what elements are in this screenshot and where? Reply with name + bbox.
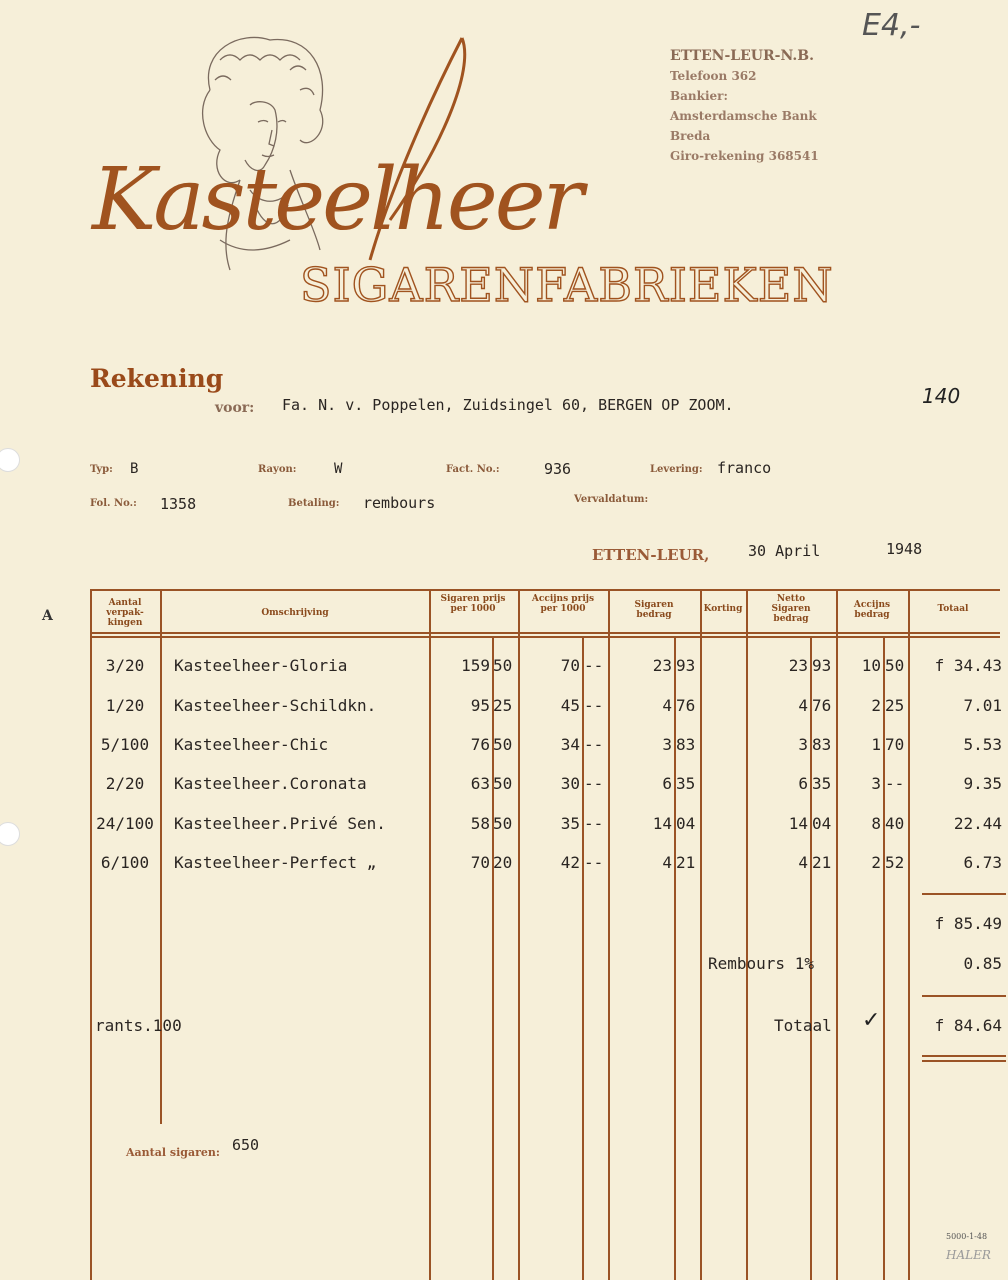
cell-netto-dec: 04 [812,814,832,833]
cell-accijns-prijs-int: 70 [560,656,580,675]
grand-total: f 84.64 [934,1016,1002,1035]
levering-value: franco [717,459,772,477]
header-aantal: Aantal verpak- kingen [106,598,144,628]
cell-totaal: 5.53 [963,735,1002,754]
cell-sigaren-prijs-int: 70 [470,853,490,872]
cell-accijns-prijs-int: 42 [560,853,580,872]
cell-accijns-bedrag-dec: 50 [885,656,905,675]
cell-totaal: f 34.43 [934,656,1002,675]
cell-sigaren-bedrag-dec: 76 [676,696,696,715]
cell-accijns-prijs-dec: -- [584,814,604,833]
address-city: ETTEN-LEUR-N.B. [670,48,814,64]
cell-sigaren-prijs-dec: 50 [493,656,513,675]
cell-accijns-bedrag-dec: -- [885,774,905,793]
header-accijns-bedrag: Accijns bedrag [853,600,891,620]
typ-label: Typ: [90,464,113,475]
cell-sigaren-prijs-dec: 20 [493,853,513,872]
header-korting: Korting [703,604,743,614]
cell-sigaren-prijs-dec: 25 [493,696,513,715]
cell-sigaren-prijs-int: 76 [470,735,490,754]
cell-accijns-prijs-int: 34 [560,735,580,754]
cell-netto-int: 3 [798,735,808,754]
subtotal: f 85.49 [934,914,1002,933]
totaal-label: Totaal [774,1016,832,1035]
cell-omschrijving: Kasteelheer-Gloria [174,656,348,675]
header-sigaren-prijs: Sigaren prijs per 1000 [440,594,506,614]
cell-accijns-bedrag-int: 2 [871,853,881,872]
aantal-sigaren-value: 650 [232,1136,260,1154]
cell-sigaren-prijs-int: 95 [470,696,490,715]
cell-accijns-bedrag-int: 10 [861,656,881,675]
header-netto: Netto Sigaren bedrag [771,594,811,624]
cell-accijns-prijs-dec: -- [584,735,604,754]
cell-accijns-bedrag-dec: 52 [885,853,905,872]
cell-accijns-prijs-dec: -- [584,774,604,793]
cell-sigaren-prijs-int: 159 [461,656,490,675]
rants-note: rants.100 [95,1016,182,1035]
cell-totaal: 22.44 [953,814,1002,833]
address-giro: Giro-rekening 368541 [670,149,819,163]
cell-sigaren-prijs-dec: 50 [493,814,513,833]
aantal-sigaren-label: Aantal sigaren: [126,1146,220,1159]
cell-sigaren-bedrag-dec: 35 [676,774,696,793]
cell-netto-dec: 93 [812,656,832,675]
place-label: ETTEN-LEUR, [592,546,710,564]
cell-sigaren-prijs-int: 63 [470,774,490,793]
hand-number: 140 [922,384,961,408]
fact-value: 936 [544,460,572,478]
cell-netto-dec: 35 [812,774,832,793]
cell-sigaren-bedrag-int: 6 [662,774,672,793]
punch-hole-bottom [0,822,20,846]
cell-aantal: 3/20 [105,656,145,675]
vervaldatum-label: Vervaldatum: [574,494,649,505]
cell-sigaren-bedrag-dec: 93 [676,656,696,675]
fol-value: 1358 [160,495,197,513]
cell-sigaren-bedrag-dec: 83 [676,735,696,754]
rayon-value: W [334,461,343,477]
cell-sigaren-prijs-dec: 50 [493,774,513,793]
header-sigaren-bedrag: Sigaren bedrag [634,600,674,620]
check-mark: ✓ [862,1008,881,1033]
corner-note: E4,- [862,8,921,43]
fact-label: Fact. No.: [446,464,500,475]
cell-accijns-prijs-dec: -- [584,696,604,715]
cell-accijns-prijs-int: 30 [560,774,580,793]
cell-netto-dec: 83 [812,735,832,754]
cell-aantal: 5/100 [100,735,150,754]
levering-label: Levering: [650,464,703,475]
cell-accijns-bedrag-dec: 25 [885,696,905,715]
cell-sigaren-prijs-int: 58 [470,814,490,833]
invoice-title: Rekening [90,364,224,393]
betaling-value: rembours [363,494,436,512]
cell-accijns-prijs-dec: -- [584,656,604,675]
cell-netto-int: 4 [798,853,808,872]
cell-sigaren-bedrag-int: 14 [652,814,672,833]
address-phone: Telefoon 362 [670,69,757,83]
cell-aantal: 6/100 [100,853,150,872]
cell-accijns-prijs-dec: -- [584,853,604,872]
cell-totaal: 7.01 [963,696,1002,715]
cell-accijns-bedrag-int: 2 [871,696,881,715]
cell-totaal: 9.35 [963,774,1002,793]
cell-omschrijving: Kasteelheer-Chic [174,735,329,754]
punch-hole-top [0,448,20,472]
address-bank-city: Breda [670,129,711,143]
cell-accijns-prijs-int: 45 [560,696,580,715]
cell-omschrijving: Kasteelheer-Perfect „ [174,853,377,872]
print-code: 5000-1-48 [946,1232,988,1241]
cell-netto-int: 23 [788,656,808,675]
cell-netto-int: 6 [798,774,808,793]
cell-sigaren-bedrag-int: 4 [662,696,672,715]
cell-aantal: 24/100 [96,814,154,833]
header-accijns-prijs: Accijns prijs per 1000 [531,594,595,614]
cell-sigaren-bedrag-dec: 04 [676,814,696,833]
cell-totaal: 6.73 [963,853,1002,872]
cell-aantal: 2/20 [105,774,145,793]
cell-accijns-prijs-int: 35 [560,814,580,833]
year-value: 1948 [886,540,923,558]
cell-netto-int: 14 [788,814,808,833]
cell-sigaren-bedrag-int: 3 [662,735,672,754]
header-omschrijving: Omschrijving [261,608,329,618]
cell-sigaren-bedrag-int: 23 [652,656,672,675]
fol-label: Fol. No.: [90,498,137,509]
cell-sigaren-bedrag-int: 4 [662,853,672,872]
company-address [670,46,819,166]
recipient: Fa. N. v. Poppelen, Zuidsingel 60, BERGEN OP ZOOM. [282,396,734,414]
cell-netto-int: 4 [798,696,808,715]
margin-mark: A [42,608,53,624]
cell-aantal: 1/20 [105,696,145,715]
cell-accijns-bedrag-dec: 70 [885,735,905,754]
cell-accijns-bedrag-int: 1 [871,735,881,754]
date-value: 30 April [748,542,821,560]
rembours-label: Rembours 1% [708,954,814,973]
cell-omschrijving: Kasteelheer-Schildkn. [174,696,377,715]
typ-value: B [130,461,139,477]
cell-accijns-bedrag-int: 3 [871,774,881,793]
cell-accijns-bedrag-int: 8 [871,814,881,833]
cell-omschrijving: Kasteelheer.Privé Sen. [174,814,386,833]
cell-sigaren-prijs-dec: 50 [493,735,513,754]
rayon-label: Rayon: [258,464,297,475]
rembours-value: 0.85 [963,954,1002,973]
cell-netto-dec: 21 [812,853,832,872]
voor-label: voor: [215,400,255,416]
header-totaal: Totaal [937,604,969,614]
company-name-block: SIGARENFABRIEKEN [300,258,834,312]
cell-sigaren-bedrag-dec: 21 [676,853,696,872]
cell-accijns-bedrag-dec: 40 [885,814,905,833]
betaling-label: Betaling: [288,498,340,509]
address-bank-label: Bankier: [670,89,728,103]
company-name-script: Kasteelheer [92,150,581,250]
cell-netto-dec: 76 [812,696,832,715]
printer-mark: HALER [946,1248,991,1262]
address-bank: Amsterdamsche Bank [670,109,817,123]
cell-omschrijving: Kasteelheer.Coronata [174,774,367,793]
